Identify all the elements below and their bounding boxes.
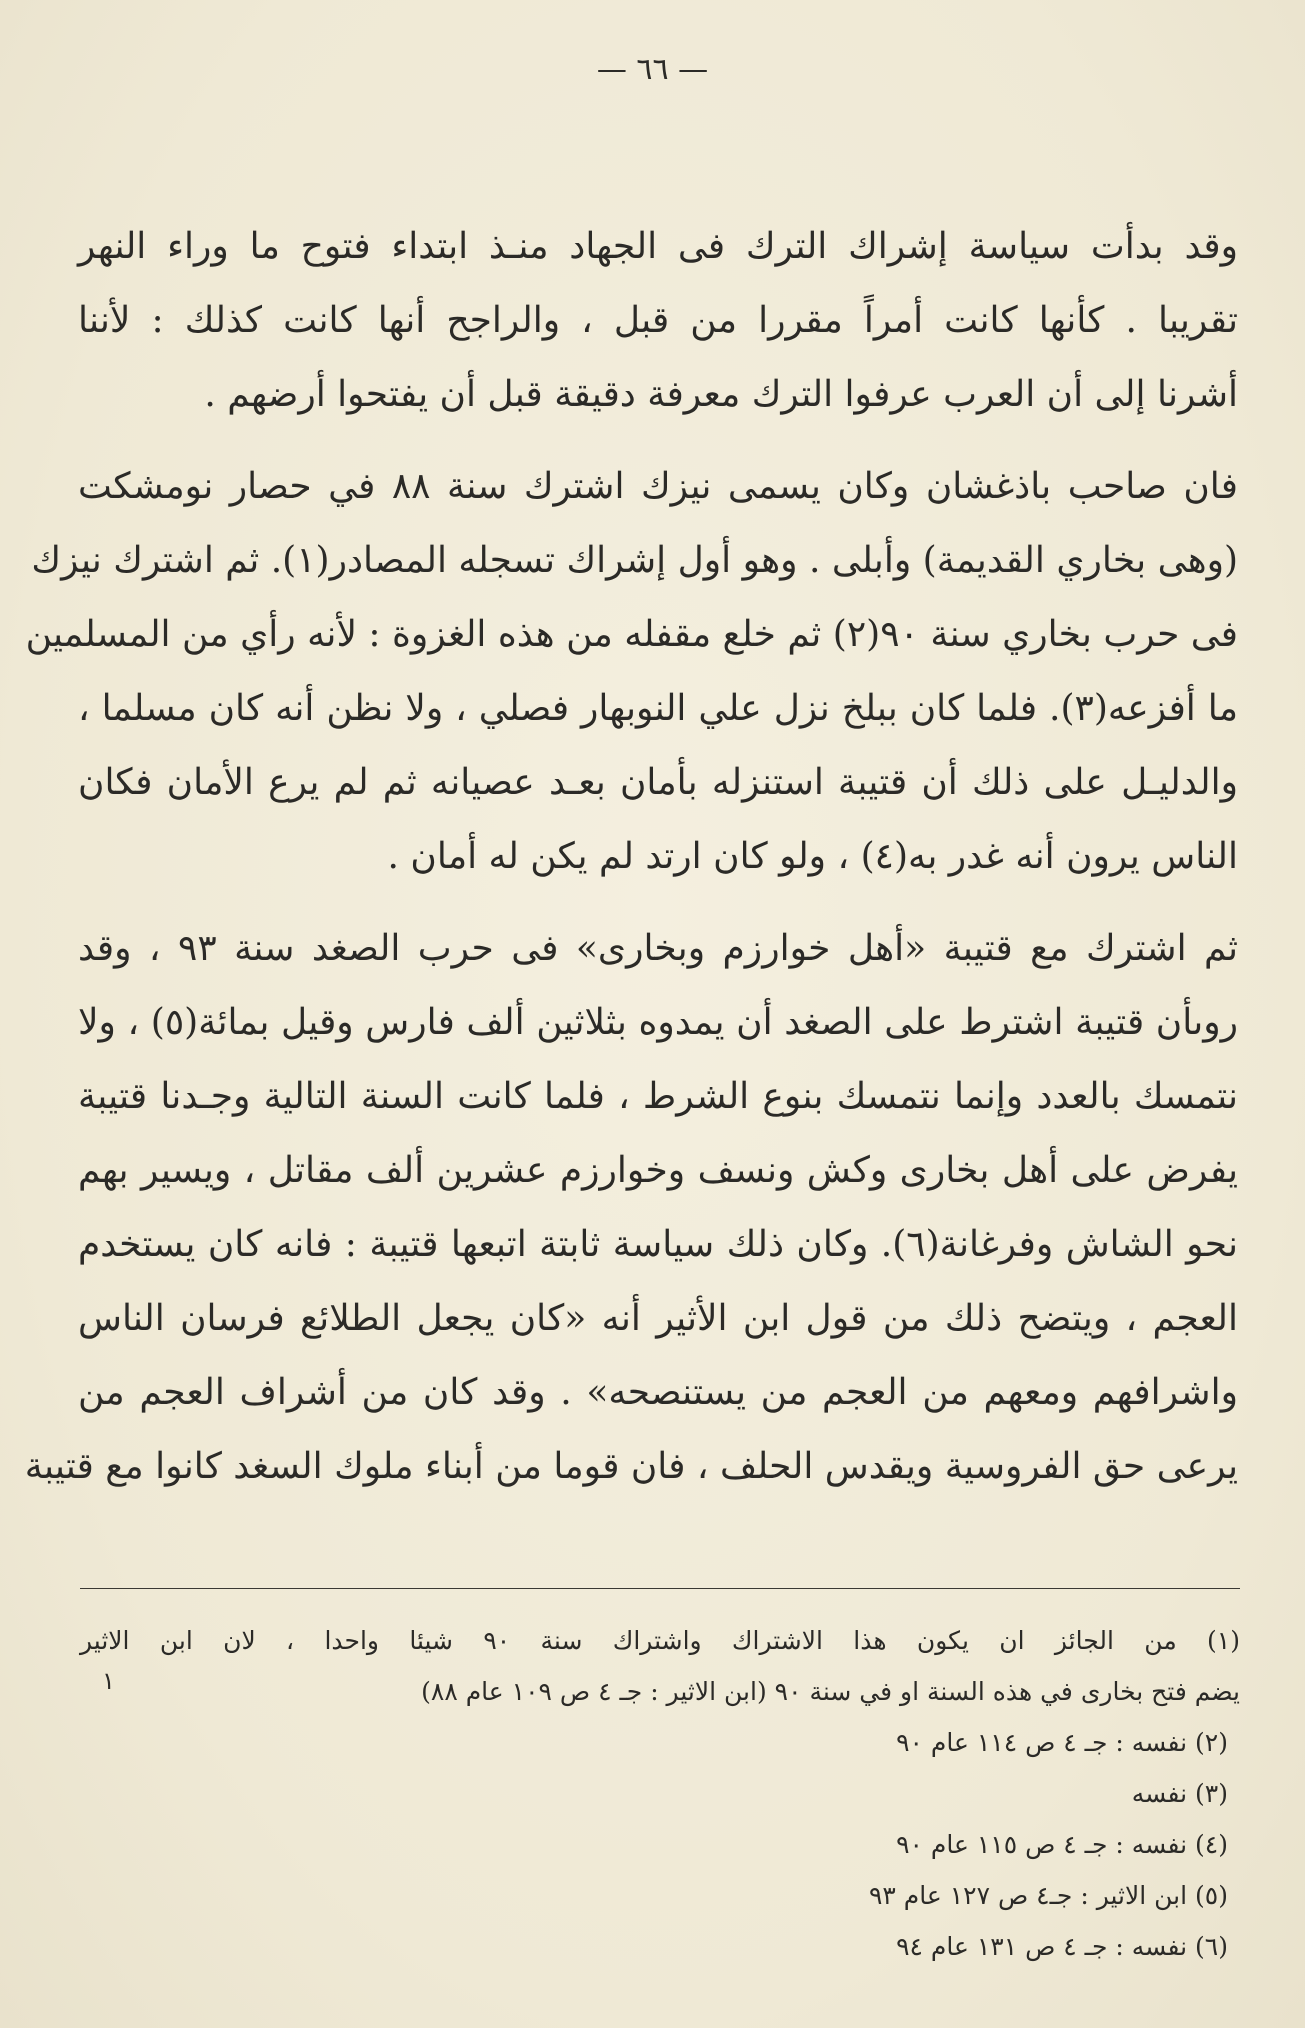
footnote: (٥) ابن الاثير : جـ٤ ص ١٢٧ عام ٩٣ <box>868 1881 1228 1910</box>
text-line: نحو الشاش وفرغانة(٦). وكان ذلك سياسة ثابتة اتبعها قتيبة : فانه كان يستخدم <box>78 1224 1238 1265</box>
text-line: ثم اشترك مع قتيبة «أهل خوارزم وبخارى» فى حرب الصغد سنة ٩٣ ، وقد <box>78 928 1238 969</box>
text-line: تقريبا . كأنها كانت أمراً مقررا من قبل ، والراجح أنها كانت كذلك : لأننا <box>78 300 1238 341</box>
text-line: أشرنا إلى أن العرب عرفوا الترك معرفة دقيقة قبل أن يفتحوا أرضهم . <box>204 374 1238 415</box>
footnote: (٣) نفسه <box>1131 1779 1228 1808</box>
text-line: نتمسك بالعدد وإنما نتمسك بنوع الشرط ، فلما كانت السنة التالية وجـدنا قتيبة <box>78 1076 1238 1117</box>
paragraph-1 <box>78 210 1238 432</box>
margin-mark: ١ <box>102 1667 115 1695</box>
footnote-divider <box>80 1588 1240 1589</box>
footnote: (٦) نفسه : جـ ٤ ص ١٣١ عام ٩٤ <box>896 1932 1228 1961</box>
text-line: يرعى حق الفروسية ويقدس الحلف ، فان قوما من أبناء ملوك السغد كانوا مع قتيبة <box>24 1446 1238 1487</box>
text-line: العجم ، ويتضح ذلك من قول ابن الأثير أنه «كان يجعل الطلائع فرسان الناس <box>78 1298 1238 1339</box>
text-line: الناس يرون أنه غدر به(٤) ، ولو كان ارتد لم يكن له أمان . <box>387 836 1238 877</box>
footnote: يضم فتح بخارى في هذه السنة او في سنة ٩٠ (ابن الاثير : جـ ٤ ص ١٠٩ عام ٨٨) <box>421 1677 1240 1706</box>
paragraph-3 <box>24 912 1238 1504</box>
text-line: واشرافهم ومعهم من العجم من يستنصحه» . وقد كان من أشراف العجم من <box>78 1372 1238 1413</box>
text-line: (وهى بخاري القديمة) وأبلى . وهو أول إشراك تسجله المصادر(١). ثم اشترك نيزك <box>31 540 1238 581</box>
text-line: روىأن قتيبة اشترط على الصغد أن يمدوه بثلاثين ألف فارس وقيل بمائة(٥) ، ولا <box>78 1002 1238 1043</box>
footnote: (٤) نفسه : جـ ٤ ص ١١٥ عام ٩٠ <box>896 1830 1228 1859</box>
footnote: (٢) نفسه : جـ ٤ ص ١١٤ عام ٩٠ <box>896 1728 1228 1757</box>
text-line: وقد بدأت سياسة إشراك الترك فى الجهاد منـذ ابتداء فتوح ما وراء النهر <box>78 226 1238 267</box>
main-text <box>24 210 1238 1522</box>
text-line: يفرض على أهل بخارى وكش ونسف وخوارزم عشرين ألف مقاتل ، ويسير بهم <box>78 1150 1238 1191</box>
text-line: ما أفزعه(٣). فلما كان ببلخ نزل علي النوبهار فصلي ، ولا نظن أنه كان مسلما ، <box>78 688 1238 729</box>
footnote: (١) من الجائز ان يكون هذا الاشتراك واشتراك سنة ٩٠ شيئا واحدا ، لان ابن الاثير <box>80 1626 1240 1655</box>
page-number: — ٦٦ — <box>596 52 709 87</box>
paragraph-2 <box>25 450 1238 894</box>
text-line: فى حرب بخاري سنة ٩٠(٢) ثم خلع مقفله من هذه الغزوة : لأنه رأي من المسلمين <box>25 614 1238 655</box>
text-line: والدليـل على ذلك أن قتيبة استنزله بأمان بعـد عصيانه ثم لم يرع الأمان فكان <box>78 762 1238 803</box>
text-line: فان صاحب باذغشان وكان يسمى نيزك اشترك سنة ٨٨ في حصار نومشكت <box>78 466 1238 507</box>
footnotes <box>80 1615 1240 1972</box>
